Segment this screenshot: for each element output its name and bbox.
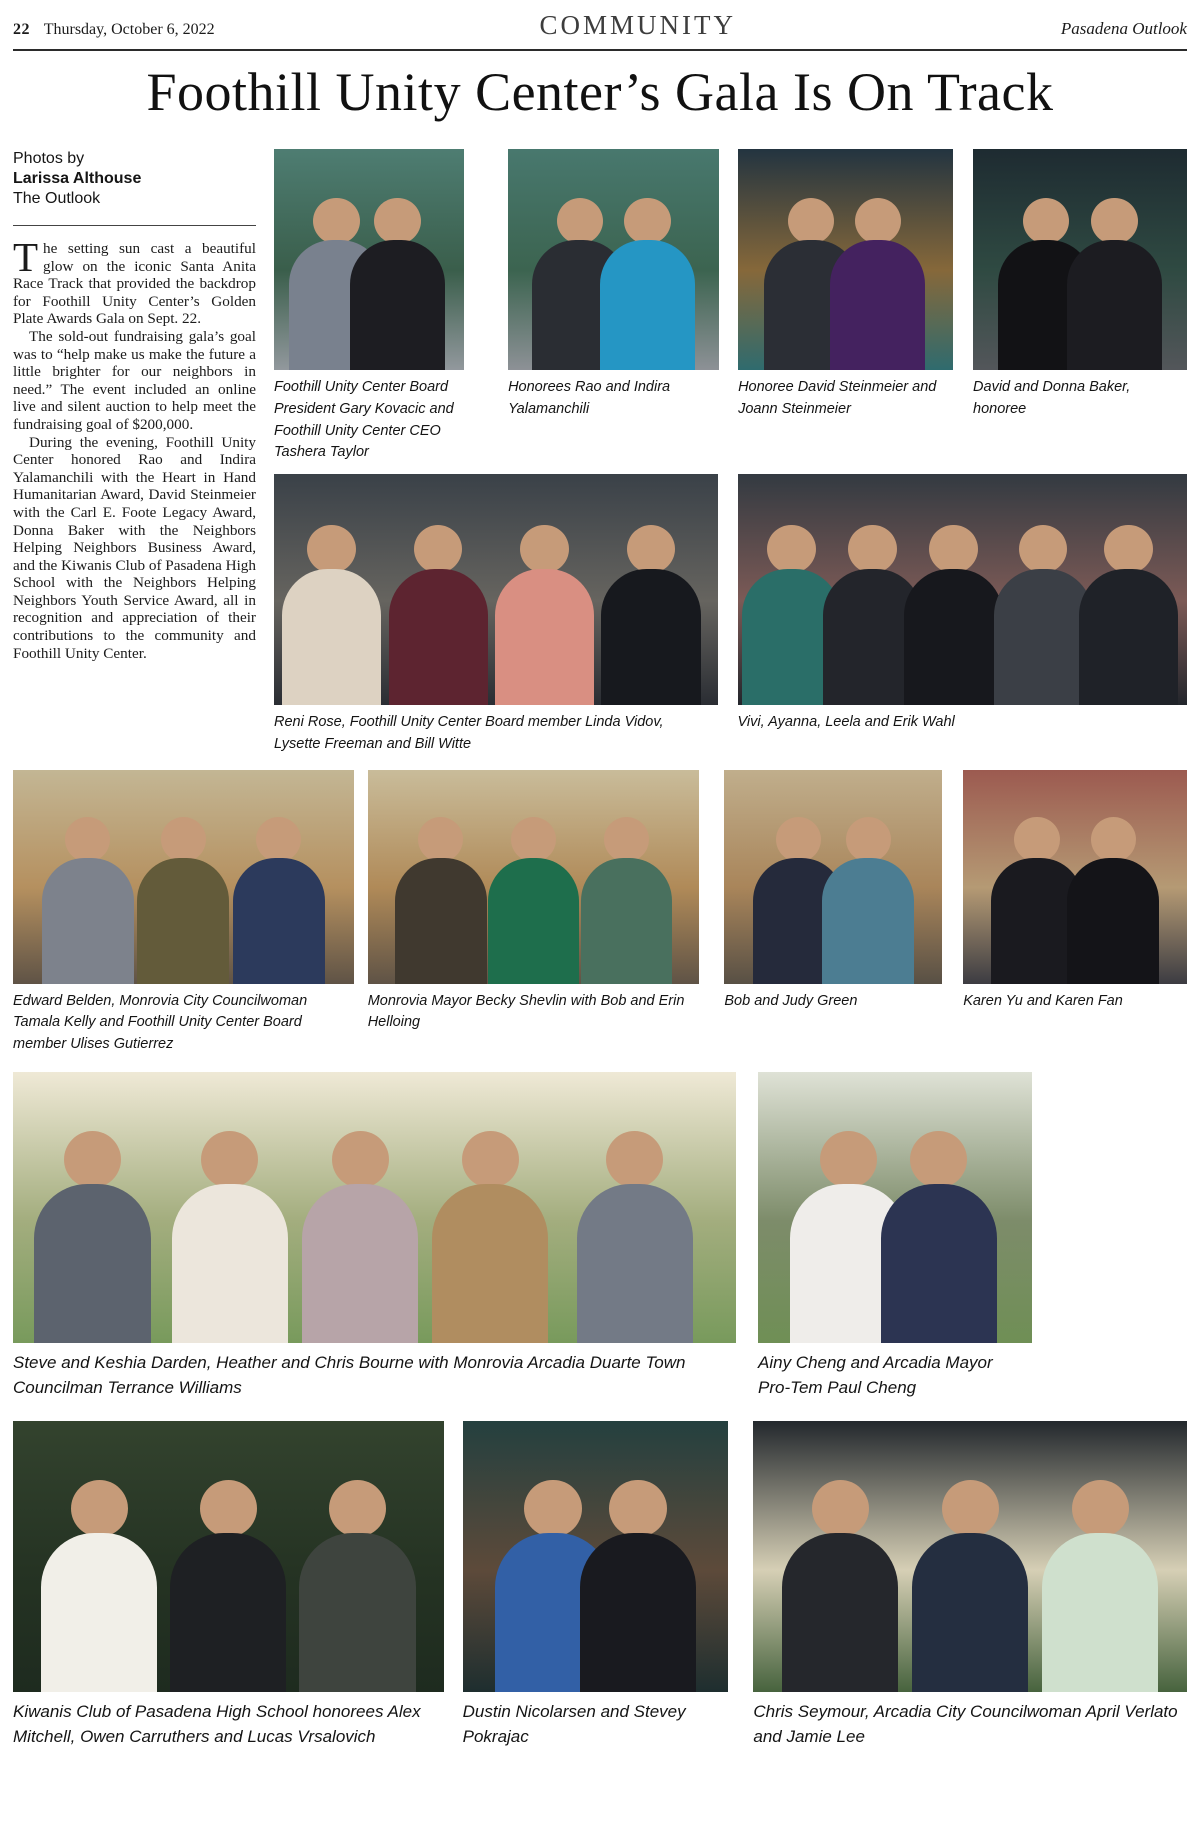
article-paragraph: During the evening, Foothill Unity Center honored Rao and Indira Yalamanchili with the Heart in Hand Humanitarian Award, David Steinmeier with the Carl E. Foote Legacy Award, Donna Baker with the Neighbors Helping Neighbors Business Award, and the Kiwanis Club of Pasadena High School with the Neighbors Helping Neighbors Youth Service Award, all in recognition and appreciation of their contributions to the community and Foothill Unity Center.: [13, 433, 256, 662]
person-silhouette: [42, 817, 134, 984]
person-silhouette: [912, 1480, 1028, 1691]
person-torso: [137, 858, 229, 984]
gala-photo: [274, 149, 464, 464]
gala-photo: [13, 770, 354, 1056]
photo-image: [13, 770, 354, 984]
person-head: [1019, 525, 1068, 574]
person-torso: [350, 240, 445, 370]
person-torso: [580, 1533, 696, 1691]
photo-caption: Steve and Keshia Darden, Heather and Chris Bourne with Monrovia Arcadia Duarte Town Councilman Terrance Williams: [13, 1352, 686, 1398]
gala-photo: [753, 1421, 1187, 1750]
byline-prefix: Photos by: [13, 150, 85, 167]
person-silhouette: [488, 817, 580, 984]
person-head: [606, 1131, 663, 1188]
person-head: [767, 525, 816, 574]
publication-name: Pasadena Outlook: [1060, 19, 1187, 38]
person-torso: [1067, 240, 1162, 370]
photo-caption: David and Donna Baker, honoree: [973, 379, 1131, 417]
person-torso: [581, 858, 673, 984]
person-torso: [432, 1184, 548, 1342]
person-silhouette: [282, 525, 381, 705]
person-head: [414, 525, 463, 574]
person-torso: [41, 1533, 157, 1691]
photo-caption: Ainy Cheng and Arcadia Mayor Pro-Tem Paul Cheng: [758, 1352, 993, 1398]
person-torso: [34, 1184, 150, 1342]
gala-photo: [973, 149, 1187, 421]
header-left: [13, 21, 215, 39]
person-silhouette: [881, 1131, 997, 1342]
person-torso: [1042, 1533, 1158, 1691]
person-silhouette: [600, 198, 695, 370]
person-torso: [994, 569, 1093, 705]
person-silhouette: [41, 1480, 157, 1691]
photo-image: [274, 474, 718, 705]
person-head: [929, 525, 978, 574]
article-paragraph: The sold-out fundraising gala’s goal was to “help make us make the future a little brighter for our neighbors in need.” The event included an online live and silent auction to help meet the fundraising goal of $200,000.: [13, 327, 256, 433]
person-silhouette: [233, 817, 325, 984]
person-head: [71, 1480, 128, 1537]
photo-caption: Honoree David Steinmeier and Joann Steinmeier: [738, 379, 937, 417]
person-torso: [282, 569, 381, 705]
byline: [13, 149, 256, 209]
byline-org: The Outlook: [13, 190, 101, 207]
photo-image: [508, 149, 719, 370]
person-torso: [389, 569, 488, 705]
person-silhouette: [822, 817, 914, 984]
person-head: [1091, 198, 1138, 245]
photo-image: [753, 1421, 1187, 1692]
person-silhouette: [904, 525, 1003, 705]
person-head: [161, 817, 206, 862]
photo-image: [738, 474, 1187, 705]
person-torso: [830, 240, 925, 370]
person-head: [846, 817, 891, 862]
person-torso: [912, 1533, 1028, 1691]
photo-image: [738, 149, 953, 370]
article-paragraph: The setting sun cast a beautiful glow on the iconic Santa Anita Race Track that provided the backdrop for Foothill Unity Center’s Golden Plate Awards Gala on Sept. 22.: [13, 234, 256, 328]
person-torso: [170, 1533, 286, 1691]
person-head: [604, 817, 649, 862]
person-head: [788, 198, 835, 245]
gala-photo: [738, 149, 953, 421]
gala-photo: [13, 1072, 736, 1401]
photo-caption: Bob and Judy Green: [724, 992, 858, 1009]
person-head: [557, 198, 604, 245]
person-head: [65, 817, 110, 862]
person-silhouette: [830, 198, 925, 370]
photo-image: [274, 149, 464, 370]
person-torso: [172, 1184, 288, 1342]
person-head: [256, 817, 301, 862]
gala-photo: [508, 149, 719, 421]
gala-photo: [758, 1072, 1032, 1401]
photo-image: [758, 1072, 1032, 1343]
page-header: [13, 8, 1187, 47]
gala-photo: [368, 770, 700, 1035]
person-silhouette: [137, 817, 229, 984]
person-head: [855, 198, 902, 245]
person-head: [1104, 525, 1153, 574]
photo-caption: Chris Seymour, Arcadia City Councilwoman April Verlato and Jamie Lee: [753, 1701, 1178, 1747]
person-silhouette: [34, 1131, 150, 1342]
photo-row-2: [274, 474, 1187, 756]
photo-row-5: [13, 1421, 1187, 1750]
person-silhouette: [495, 525, 594, 705]
photo-image: [973, 149, 1187, 370]
person-head: [374, 198, 421, 245]
person-head: [942, 1480, 999, 1537]
person-head: [1023, 198, 1070, 245]
person-silhouette: [1067, 198, 1162, 370]
person-head: [200, 1480, 257, 1537]
person-head: [820, 1131, 877, 1188]
person-silhouette: [302, 1131, 418, 1342]
person-head: [624, 198, 671, 245]
headline: Foothill Unity Center’s Gala Is On Track: [146, 62, 1054, 122]
person-head: [418, 817, 463, 862]
person-torso: [782, 1533, 898, 1691]
gala-photo: [463, 1421, 729, 1750]
person-head: [511, 817, 556, 862]
person-head: [520, 525, 569, 574]
person-silhouette: [350, 198, 445, 370]
photo-image: [13, 1072, 736, 1343]
person-torso: [577, 1184, 693, 1342]
person-head: [524, 1480, 581, 1537]
person-head: [776, 817, 821, 862]
gala-photo: [13, 1421, 444, 1750]
person-silhouette: [782, 1480, 898, 1691]
person-head: [627, 525, 676, 574]
page-number: 22: [13, 21, 30, 38]
person-silhouette: [1067, 817, 1159, 984]
gala-photo: [738, 474, 1187, 734]
photo-caption: Reni Rose, Foothill Unity Center Board member Linda Vidov, Lysette Freeman and Bill Witte: [274, 714, 664, 752]
photo-caption: Edward Belden, Monrovia City Councilwoman Tamala Kelly and Foothill Unity Center Board member Ulises Gutierrez: [13, 992, 308, 1052]
photo-caption: Vivi, Ayanna, Leela and Erik Wahl: [737, 714, 955, 730]
person-head: [332, 1131, 389, 1188]
person-torso: [904, 569, 1003, 705]
photo-caption: Kiwanis Club of Pasadena High School honorees Alex Mitchell, Owen Carruthers and Lucas Vrsalovich: [13, 1701, 421, 1747]
person-head: [609, 1480, 666, 1537]
person-silhouette: [577, 1131, 693, 1342]
person-torso: [881, 1184, 997, 1342]
person-silhouette: [389, 525, 488, 705]
photo-row-4: [13, 1072, 1187, 1401]
person-head: [812, 1480, 869, 1537]
photo-image: [963, 770, 1187, 984]
person-silhouette: [432, 1131, 548, 1342]
photo-image: [368, 770, 700, 984]
article-column: [13, 149, 256, 662]
person-torso: [600, 240, 695, 370]
photo-caption: Honorees Rao and Indira Yalamanchili: [508, 379, 671, 417]
person-head: [462, 1131, 519, 1188]
person-torso: [822, 858, 914, 984]
photo-row-1: [274, 149, 1187, 464]
gala-photo: [274, 474, 718, 756]
page-date: Thursday, October 6, 2022: [43, 21, 215, 38]
person-torso: [495, 569, 594, 705]
person-torso: [1067, 858, 1159, 984]
photo-caption: Karen Yu and Karen Fan: [963, 992, 1123, 1009]
person-torso: [1079, 569, 1178, 705]
person-torso: [302, 1184, 418, 1342]
person-head: [1091, 817, 1136, 862]
person-head: [307, 525, 356, 574]
person-torso: [488, 858, 580, 984]
header-rule: [13, 49, 1187, 51]
person-torso: [299, 1533, 415, 1691]
person-silhouette: [994, 525, 1093, 705]
person-head: [910, 1131, 967, 1188]
photo-image: [13, 1421, 444, 1692]
photo-caption: Monrovia Mayor Becky Shevlin with Bob and Erin Helloing: [367, 992, 685, 1031]
person-head: [1072, 1480, 1129, 1537]
gala-photo: [724, 770, 942, 1013]
photo-caption: Foothill Unity Center Board President Gary Kovacic and Foothill Unity Center CEO Tashera Taylor: [274, 379, 454, 461]
person-torso: [42, 858, 134, 984]
person-silhouette: [601, 525, 700, 705]
person-silhouette: [581, 817, 673, 984]
photo-image: [463, 1421, 729, 1692]
person-torso: [601, 569, 700, 705]
person-silhouette: [395, 817, 487, 984]
person-head: [1014, 817, 1059, 862]
photo-row-3: [13, 770, 1187, 1056]
person-head: [201, 1131, 258, 1188]
section-title: COMMUNITY: [539, 10, 737, 40]
person-silhouette: [1042, 1480, 1158, 1691]
person-silhouette: [580, 1480, 696, 1691]
photo-image: [724, 770, 942, 984]
person-head: [848, 525, 897, 574]
person-silhouette: [299, 1480, 415, 1691]
gala-photo: [963, 770, 1187, 1013]
photo-caption: Dustin Nicolarsen and Stevey Pokrajac: [462, 1701, 686, 1747]
person-silhouette: [170, 1480, 286, 1691]
article-body: [13, 234, 256, 662]
drop-cap: T: [13, 234, 39, 280]
byline-name: Larissa Althouse: [13, 170, 142, 187]
person-head: [329, 1480, 386, 1537]
person-torso: [233, 858, 325, 984]
top-section: [13, 149, 1187, 756]
person-silhouette: [172, 1131, 288, 1342]
person-torso: [395, 858, 487, 984]
person-silhouette: [1079, 525, 1178, 705]
person-head: [64, 1131, 121, 1188]
photo-area: [274, 149, 1187, 756]
byline-rule: [13, 225, 256, 226]
